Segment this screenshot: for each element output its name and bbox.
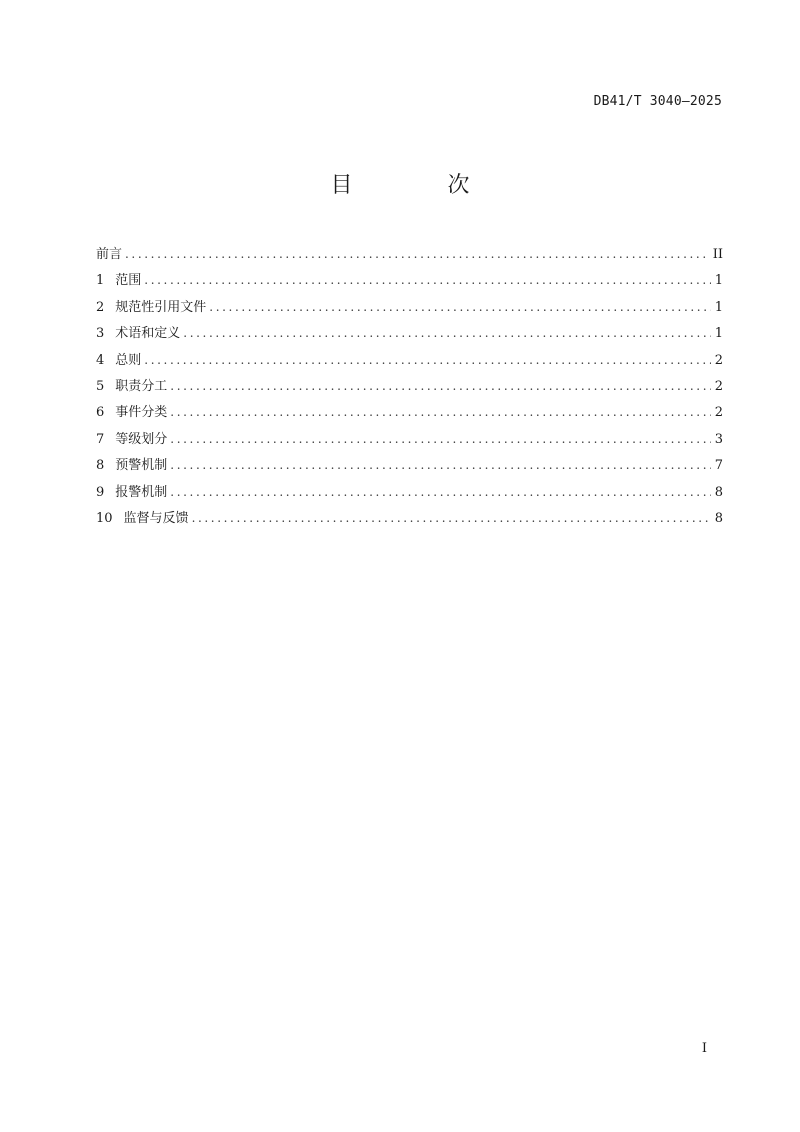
toc-entry-number: 6 xyxy=(96,405,105,421)
toc-entry-9[interactable] xyxy=(96,481,723,507)
toc-entry-page: 1 xyxy=(714,326,723,342)
toc-entry-6[interactable] xyxy=(96,401,723,427)
toc-entry-label: 规范性引用文件 xyxy=(115,299,207,315)
toc-entry-label: 监督与反馈 xyxy=(123,510,189,526)
toc-leader-dots xyxy=(209,300,710,314)
toc-entry-3[interactable] xyxy=(96,322,723,348)
toc-leader-dots xyxy=(170,379,710,393)
toc-entry-1[interactable] xyxy=(96,269,723,295)
toc-entry-label: 职责分工 xyxy=(115,378,168,394)
toc-entry-page: 2 xyxy=(714,405,723,421)
document-code: DB41/T 3040—2025 xyxy=(593,94,722,109)
toc-leader-dots xyxy=(144,273,710,287)
toc-entry-number: 9 xyxy=(96,484,105,500)
toc-entry-label: 前言 xyxy=(96,247,123,262)
toc-entry-label: 预警机制 xyxy=(115,458,168,474)
toc-entry-page: 8 xyxy=(714,510,723,526)
toc-entry-label: 总则 xyxy=(115,352,142,368)
toc-entry-number: 10 xyxy=(96,510,113,526)
toc-entry-page: II xyxy=(712,247,723,262)
toc-entry-label: 等级划分 xyxy=(115,431,168,447)
toc-entry-number: 4 xyxy=(96,352,105,368)
toc-entry-5[interactable] xyxy=(96,375,723,401)
toc-entry-label: 事件分类 xyxy=(115,405,168,421)
toc-leader-dots xyxy=(183,326,710,340)
toc-entry-label: 范围 xyxy=(115,273,142,289)
toc-leader-dots xyxy=(170,485,710,499)
toc-entry-7[interactable] xyxy=(96,428,723,454)
toc-entry-number: 7 xyxy=(96,431,105,447)
table-of-contents xyxy=(96,243,723,533)
toc-entry-number: 2 xyxy=(96,299,105,315)
toc-entry-8[interactable] xyxy=(96,454,723,480)
toc-entry-page: 1 xyxy=(714,299,723,315)
toc-leader-dots xyxy=(192,511,711,525)
toc-entry-foreword[interactable] xyxy=(96,243,723,269)
toc-entry-page: 8 xyxy=(714,484,723,500)
toc-entry-page: 2 xyxy=(714,378,723,394)
toc-title: 目 次 xyxy=(330,173,514,198)
toc-entry-number: 1 xyxy=(96,273,105,289)
toc-entry-4[interactable] xyxy=(96,349,723,375)
toc-entry-page: 3 xyxy=(714,431,723,447)
toc-entry-number: 3 xyxy=(96,326,105,342)
toc-entry-label: 报警机制 xyxy=(115,484,168,500)
toc-entry-2[interactable] xyxy=(96,296,723,322)
toc-entry-page: 1 xyxy=(714,273,723,289)
toc-entry-page: 2 xyxy=(714,352,723,368)
toc-leader-dots xyxy=(170,405,710,419)
toc-leader-dots xyxy=(125,247,709,261)
toc-entry-number: 5 xyxy=(96,378,105,394)
toc-leader-dots xyxy=(170,432,710,446)
toc-leader-dots xyxy=(144,353,710,367)
toc-entry-label: 术语和定义 xyxy=(115,326,181,342)
toc-entry-10[interactable] xyxy=(96,507,723,533)
toc-entry-page: 7 xyxy=(714,458,723,474)
page-number: I xyxy=(701,1041,707,1056)
toc-leader-dots xyxy=(170,458,710,472)
toc-entry-number: 8 xyxy=(96,458,105,474)
